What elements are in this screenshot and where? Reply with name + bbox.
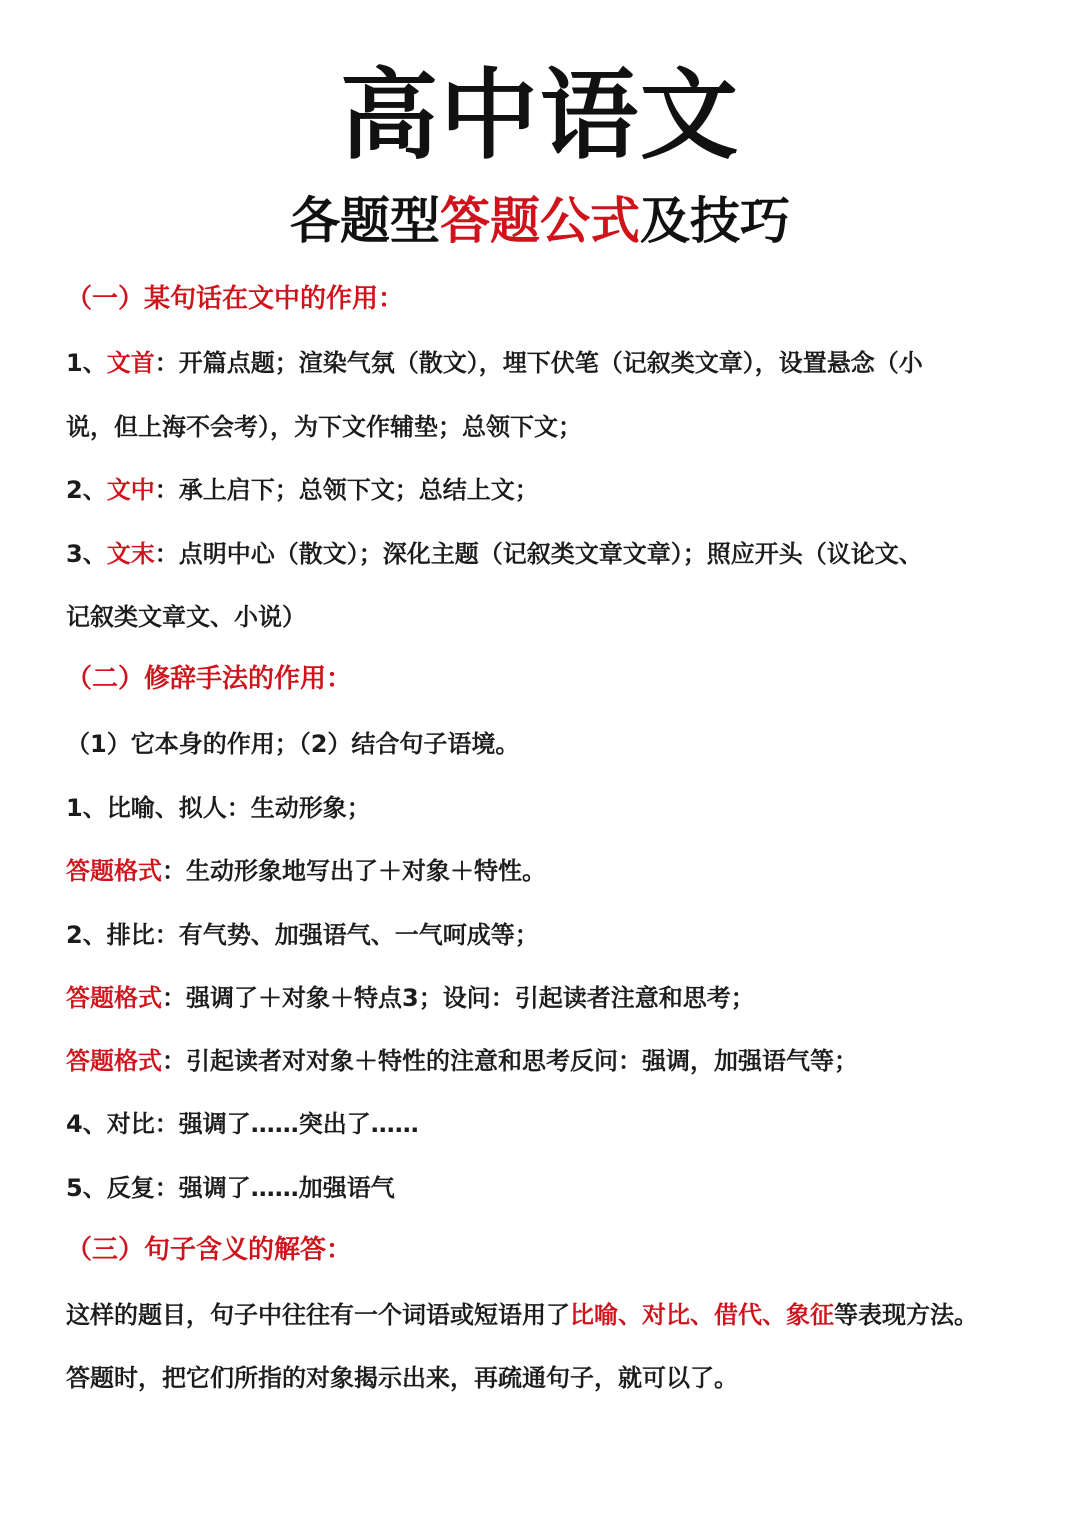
section2-item5: 5、反复：强调了……加强语气: [66, 1174, 395, 1202]
subtitle-part3: 及技巧: [640, 192, 790, 250]
section1-item1-line2: 说，但上海不会考），为下文作辅垫；总领下文；: [66, 413, 582, 441]
format-text: ：生动形象地写出了＋对象＋特性。: [162, 857, 546, 885]
section2-intro: （1）它本身的作用；（2）结合句子语境。: [66, 730, 520, 758]
item-number: 2、: [66, 476, 107, 504]
line-highlight: 比喻、对比、借代、象征: [570, 1301, 834, 1329]
section1-item2: [66, 472, 1026, 508]
section3-line1: [66, 1297, 1026, 1333]
section2-item2: 2、排比：有气势、加强语气、一气呵成等；: [66, 921, 539, 949]
item-text: ：点明中心（散文）；深化主题（记叙类文章文章）；照应开头（议论文、: [154, 540, 923, 568]
section3-heading: （三）句子含义的解答：: [66, 1235, 353, 1265]
section2-item4: 4、对比：强调了……突出了……: [66, 1110, 419, 1138]
section1-item3-line1: [66, 536, 1026, 572]
format-label: 答题格式: [66, 857, 162, 885]
line-text: 这样的题目，句子中往往有一个词语或短语用了: [66, 1301, 570, 1329]
item-label: 文中: [106, 476, 155, 504]
section1-item1-line1: [66, 345, 1026, 381]
format-text: ：引起读者对对象＋特性的注意和思考反问：强调，加强语气等；: [162, 1047, 858, 1075]
item-text: ：承上启下；总领下文；总结上文；: [154, 476, 539, 504]
format-label: 答题格式: [66, 984, 162, 1012]
section2-format2: [66, 980, 1026, 1016]
page-title: 高中语文: [339, 59, 740, 173]
page-subtitle: [0, 188, 1080, 254]
section3-line2: 答题时，把它们所指的对象揭示出来，再疏通句子，就可以了。: [66, 1364, 738, 1392]
item-number: 3、: [66, 540, 107, 568]
item-text: ：开篇点题；渲染气氛（散文），埋下伏笔（记叙类文章），设置悬念（小: [154, 349, 923, 377]
section2-item1: 1、比喻、拟人：生动形象；: [66, 794, 371, 822]
item-label: 文首: [106, 349, 155, 377]
format-label: 答题格式: [66, 1047, 162, 1075]
subtitle-part1: 各题型: [290, 192, 440, 250]
section2-format1: [66, 853, 1026, 889]
item-number: 1、: [66, 349, 107, 377]
section2-format3: [66, 1043, 1026, 1079]
subtitle-highlight: 答题公式: [440, 192, 640, 250]
section1-item3-line2: 记叙类文章文、小说）: [66, 603, 306, 631]
line-text: 等表现方法。: [834, 1301, 978, 1329]
section2-heading: （二）修辞手法的作用：: [66, 664, 353, 694]
format-text: ：强调了＋对象＋特点3；设问：引起读者注意和思考；: [162, 984, 755, 1012]
section1-heading: （一）某句话在文中的作用：: [66, 284, 405, 314]
item-label: 文末: [106, 540, 155, 568]
